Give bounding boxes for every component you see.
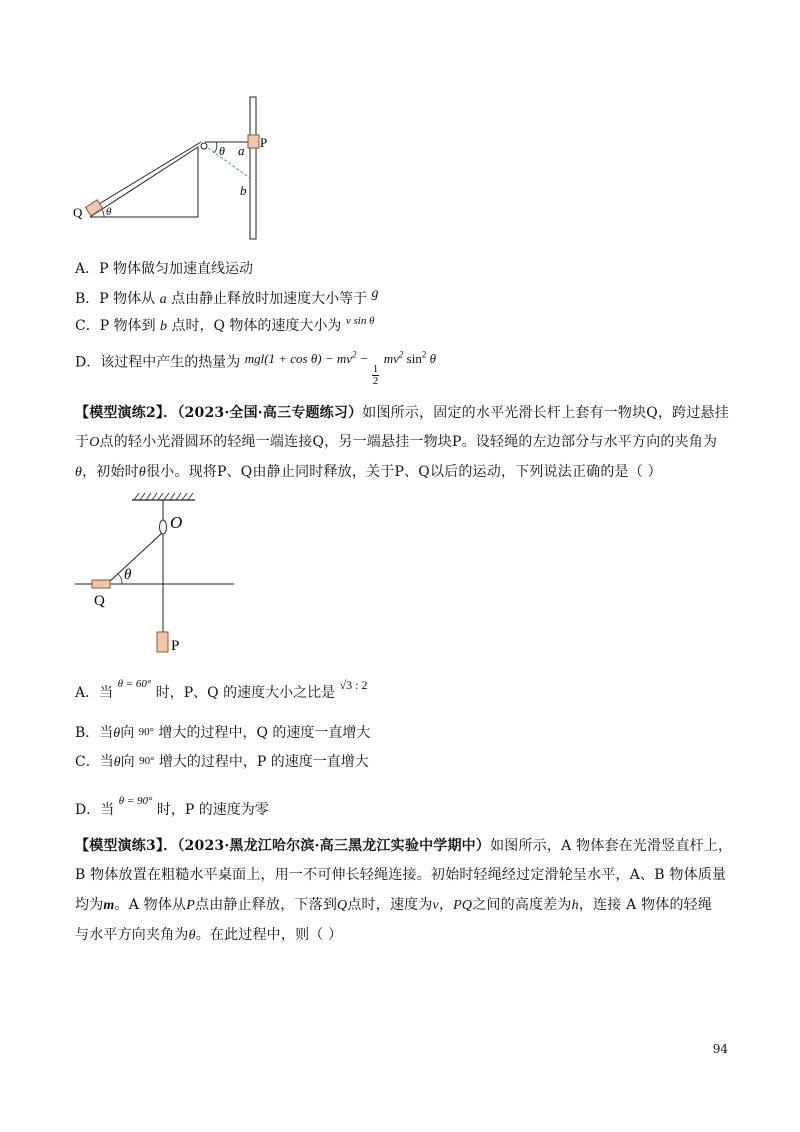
q3-line3-m: m xyxy=(103,898,115,913)
q3-line3-pre: 均为 xyxy=(75,897,104,913)
label-q: Q xyxy=(73,205,83,220)
label-theta-q2: θ xyxy=(124,567,132,583)
q2-option-d-prefix: D．当 xyxy=(75,802,115,818)
label-theta-top: θ xyxy=(219,144,225,158)
q1-d-frac-den: 2 xyxy=(372,375,379,388)
q2-option-a-expr: θ = 60° xyxy=(117,678,152,690)
q2-option-d-post: 时，P 的速度为零 xyxy=(156,802,269,818)
pulley xyxy=(201,143,207,149)
q3-line-2 xyxy=(75,864,726,884)
angle-arc-q xyxy=(118,574,122,584)
figure-1-incline-pulley xyxy=(70,95,290,245)
q1-option-d-expr2 xyxy=(384,351,436,366)
q1-option-c-mid: 点时，Q 物体的速度大小为 xyxy=(171,318,342,334)
q3-line3-pq: PQ xyxy=(453,898,473,913)
page-number: 94 xyxy=(712,1042,728,1056)
q2-option-d-expr: θ = 90° xyxy=(118,795,153,807)
q2-line3-theta2: θ xyxy=(138,465,146,480)
q1-option-a-text: A．P 物体做匀加速直线运动 xyxy=(75,261,253,277)
q3-line3-a: 。A 物体从 xyxy=(114,897,187,913)
q3-line3-e: 之间的高度差为 xyxy=(472,897,572,913)
q1-d-sup3: 2 xyxy=(421,350,427,360)
q1-option-c-expr: v sin θ xyxy=(345,315,375,327)
q1-d-minus: − xyxy=(356,351,372,367)
q2-option-c-theta: θ xyxy=(113,755,121,770)
q1-d-sup1: 2 xyxy=(352,350,357,360)
q3-line3-c: 点时，速度为 xyxy=(347,897,433,913)
q2-option-b-deg: 90° xyxy=(138,726,155,738)
block-q xyxy=(85,200,102,216)
incline-surface-upper xyxy=(94,142,201,207)
q2-source: （2023·全国·高三专题练习） xyxy=(177,405,363,421)
q1-d-frac-num: 1 xyxy=(372,363,379,376)
figure-2-ring-rod xyxy=(70,490,250,655)
q2-line1-rest: 如图所示，固定的水平光滑长杆上套有一物块Q，跨过悬挂 xyxy=(362,405,729,421)
angle-arc-top xyxy=(214,142,217,153)
q1-option-b-suffix: 点由静止释放时加速度大小等于 xyxy=(171,291,368,307)
ceiling-hatching xyxy=(134,493,193,500)
q2-option-d xyxy=(75,795,269,819)
label-p2: P xyxy=(171,638,180,654)
q1-option-c-prefix: C．P 物体到 xyxy=(75,318,156,334)
q3-line-1 xyxy=(75,835,732,855)
q3-line3-p: P xyxy=(186,898,196,913)
q2-option-c-deg: 90° xyxy=(139,755,155,767)
q2-option-b xyxy=(75,722,370,742)
q1-option-d-fraction xyxy=(372,364,380,387)
q1-option-b xyxy=(75,286,379,308)
q2-line3-post: 很小。现将P、Q由静止同时释放，关于P、Q以后的运动，下列说法正确的是（ ） xyxy=(145,464,662,480)
q2-dot: ． xyxy=(163,405,178,421)
q1-d-theta: θ xyxy=(426,351,436,367)
vertical-rod xyxy=(250,97,256,239)
block-p xyxy=(248,135,259,148)
q3-line-4 xyxy=(75,924,342,944)
q2-line-2 xyxy=(75,431,717,451)
q2-line2-o: O xyxy=(89,435,100,450)
block-p2 xyxy=(157,632,168,652)
q2-option-b-post: 增大的过程中，Q 的速度一直增大 xyxy=(158,725,371,741)
q2-line3-theta: θ xyxy=(75,465,83,480)
q2-line-3 xyxy=(75,461,662,481)
q3-line2-text: B 物体放置在粗糙水平桌面上，用一不可伸长轻绳连接。初始时轻绳经过定滑轮呈水平，A、B 物体质量 xyxy=(75,867,727,883)
q3-tag: 【模型演练3】 xyxy=(75,838,164,854)
q1-option-c-var: b xyxy=(160,319,168,334)
q3-line3-q: Q xyxy=(337,898,348,913)
q1-d-expr1: mgl(1 + cos θ) − mv xyxy=(244,351,353,367)
q1-option-d-expr xyxy=(245,351,372,366)
q3-line4-theta: θ xyxy=(188,928,196,943)
q2-option-a xyxy=(75,678,368,702)
q1-option-b-prefix: B．P 物体从 xyxy=(75,291,156,307)
q3-line3-d: ， xyxy=(438,897,454,913)
rope-to-q xyxy=(108,533,162,583)
q2-line2-pre: 于 xyxy=(75,434,90,450)
q3-line-3 xyxy=(75,894,712,914)
ring-o xyxy=(160,520,167,534)
q3-source: （2023·黑龙江哈尔滨·高三黑龙江实验中学期中） xyxy=(177,838,491,854)
angle-arc-bottom xyxy=(102,210,104,217)
q2-line3-mid: ，初始时 xyxy=(82,464,139,480)
label-b: b xyxy=(240,183,247,198)
q3-line3-h: h xyxy=(571,898,579,913)
q2-option-b-prefix: B．当 xyxy=(75,725,114,741)
q1-option-b-var: a xyxy=(159,292,167,307)
q1-d-expr2: mv xyxy=(383,351,399,367)
label-p: P xyxy=(260,135,268,150)
label-o: O xyxy=(170,513,183,532)
q2-option-a-ratio: √3 : 2 xyxy=(339,678,368,692)
label-a: a xyxy=(238,143,245,158)
q1-option-d-prefix: D．该过程中产生的热量为 xyxy=(75,354,241,371)
label-theta-bottom: θ xyxy=(106,206,112,218)
q1-option-d xyxy=(75,350,436,387)
q3-line3-v: v xyxy=(432,898,439,913)
q2-option-b-theta: θ xyxy=(113,726,121,741)
q3-line1-rest: 如图所示，A 物体套在光滑竖直杆上， xyxy=(490,838,733,854)
q3-line4-post: 。在此过程中，则（ ） xyxy=(195,927,343,943)
q2-option-c xyxy=(75,751,369,771)
q1-option-c xyxy=(75,315,375,335)
q1-option-b-g: g xyxy=(371,286,379,301)
q1-d-expr3: sin xyxy=(403,351,422,367)
q2-option-c-post: 增大的过程中，P 的速度一直增大 xyxy=(158,754,369,770)
q1-d-sup2: 2 xyxy=(398,350,404,360)
q2-option-a-prefix: A．当 xyxy=(75,685,114,701)
q1-option-a xyxy=(75,258,253,278)
q3-line3-f: ，连接 A 物体的轻绳 xyxy=(578,897,713,913)
q3-dot: ． xyxy=(163,838,178,854)
q2-line2-post: 点的轻小光滑圆环的轻绳一端连接Q，另一端悬挂一物块P。设轻绳的左边部分与水平方向的夹角为 xyxy=(99,434,718,450)
q2-option-c-prefix: C．当 xyxy=(75,754,114,770)
label-q2: Q xyxy=(94,593,105,609)
q2-line-1 xyxy=(75,402,729,422)
q3-line3-b: 点由静止释放，下落到 xyxy=(195,897,338,913)
q2-option-a-mid: 时，P、Q 的速度大小之比是 xyxy=(155,685,336,701)
block-q2 xyxy=(92,580,110,588)
q2-tag: 【模型演练2】 xyxy=(75,405,164,421)
q2-option-c-mid: 向 xyxy=(120,754,135,770)
q3-line4-pre: 与水平方向夹角为 xyxy=(75,927,189,943)
q2-option-b-mid: 向 xyxy=(120,725,135,741)
